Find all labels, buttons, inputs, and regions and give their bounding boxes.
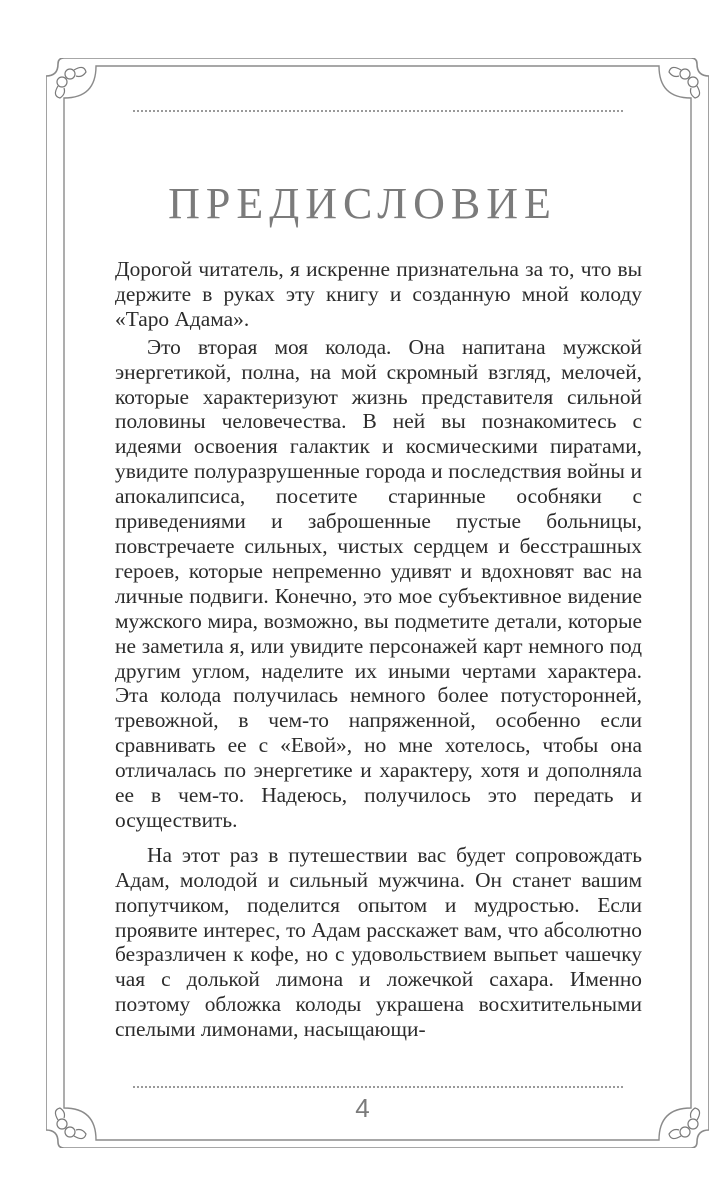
page-number: 4 xyxy=(355,1093,370,1123)
paragraph-3: На этот раз в путешествии вас будет сопровождать Адам, молодой и сильный мужчина. Он станет вашим попутчиком, поделится опытом и мудростью. Если проявите интерес, то Адам расскажет вам, что абсолютно безразличен к кофе, но с удовольствием выпьет чашечку чая с долькой лимона и ложечкой сахара. Именно поэтому обложка колоды украшена восхитительными спелыми лимонами, насыщающи- xyxy=(115,842,642,1042)
paragraph-1: Дорогой читатель, я искренне признательна за то, что вы держите в руках эту книгу и созданную мной колоду «Таро Адама». xyxy=(115,257,642,331)
page-title: ПРЕДИСЛОВИЕ xyxy=(168,179,557,228)
dotted-rule-bottom xyxy=(133,1086,623,1088)
dotted-rule-top xyxy=(133,110,623,112)
corner-ornament-top-left xyxy=(55,67,86,98)
body-text xyxy=(115,257,642,1042)
paragraph-2: Это вторая моя колода. Она напитана мужской энергетикой, полна, на мой скромный взгляд, мелочей, которые характеризуют жизнь представителя сильной половины человечества. В ней вы познакомитесь с идеями освоения галактик и космическими пиратами, увидите полуразрушенные города и последствия войны и апокалипсиса, посетите старинные особняки с приведениями и заброшенные пустые больницы, повстречаете сильных, чистых сердцем и бесстрашных героев, которые непременно удивят и вдохновят вас на личные подвиги. Конечно, это мое субъективное видение мужского мира, возможно, вы подметите детали, которые не заметила я, или увидите персонажей карт немного под другим углом, наделите их иными чертами характера. Эта колода получилась немного более потусторонней, тревожной, в чем-то напряженной, особенно если сравнивать ее с «Евой», но мне хотелось, чтобы она отличалась по энергетике и характеру, хотя и дополняла ее в чем-то. Надеюсь, получилось это передать и осуществить. xyxy=(115,334,642,832)
corner-ornament-top-right xyxy=(669,67,700,98)
